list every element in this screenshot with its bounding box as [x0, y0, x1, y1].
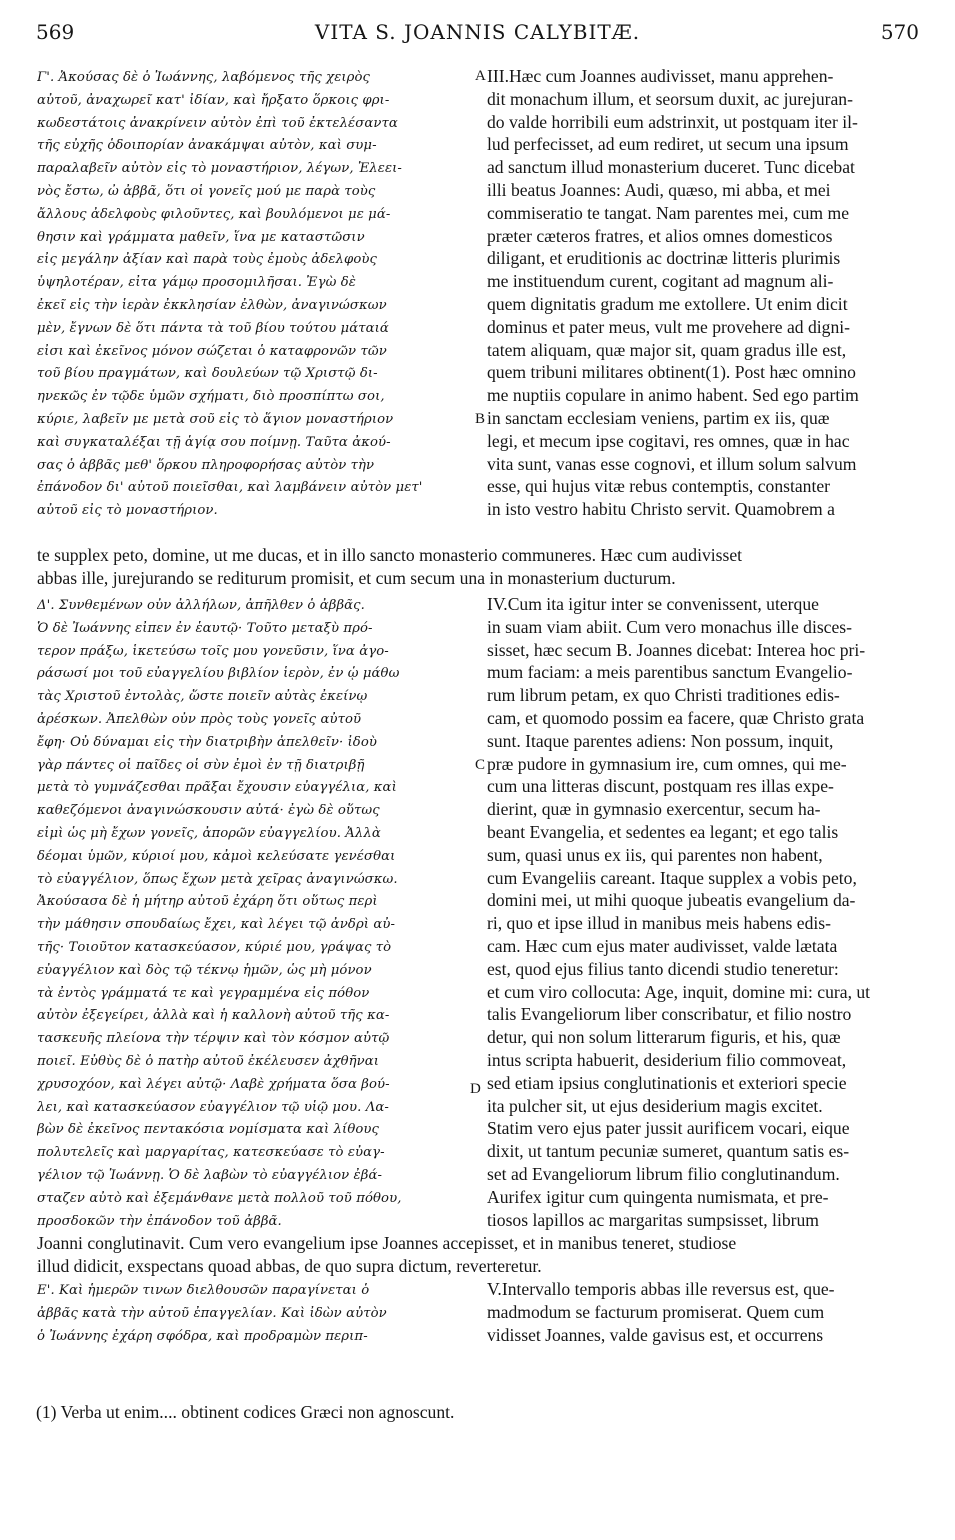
latin-line: lud perfecisset, ad eum rediret, ut secum una ipsum [487, 134, 849, 155]
latin-line: ri, quo et ipse illud in manibus meis habens edis- [487, 913, 832, 934]
greek-line: χρυσοχόον, καὶ λέγει αὐτῷ· Λαβὲ χρήματα ὅσα βού- [37, 1076, 390, 1092]
greek-line: νὸς ἔστω, ὦ ἀββᾶ, ὅτι οἱ γονεῖς μού με παρὰ τοὺς [37, 184, 376, 199]
margin-letter-b: B [475, 411, 486, 427]
greek-line: τῆς· Τοιοῦτον κατασκεύασον, κύριέ μου, γράψας τὸ [37, 940, 392, 955]
greek-line: εὐαγγέλιον καὶ δὸς τῷ τέκνῳ ἡμῶν, ὡς μὴ μόνον [37, 962, 372, 978]
page-number-left: 569 [36, 20, 75, 44]
greek-line: εἰμὶ ὡς μὴ ἔχων γονεῖς, ἀπορῶν εὐαγγελίου. Ἀλλὰ [37, 826, 381, 841]
greek-line: καὶ συγκαταλέξαι τῇ ἁγίᾳ σου ποίμνῃ. Ταῦτα ἀκού- [37, 434, 391, 450]
latin-line: sed etiam ipsius conglutinationis et exteriori specie [487, 1072, 847, 1093]
latin-line: dixit, ut tantum pecuniæ sumeret, quantum satis es- [487, 1141, 850, 1162]
greek-line: σας ὁ ἀββᾶς μεθ' ὅρκου πληροφορήσας αὐτὸν τὴν [37, 457, 375, 473]
greek-line: ὑψηλοτέραν, εἶτα γάμῳ προσομιλῆσαι. Ἐγὼ δὲ [37, 275, 356, 291]
latin-line: madmodum se facturum promiserat. Quem cum [487, 1301, 825, 1322]
greek-line: αὐτὸν ἐξεγείρει, ἀλλὰ καὶ ἡ καλλονὴ αὐτοῦ τῆς κα- [37, 1008, 390, 1024]
latin-line: cam. Hæc cum ejus mater audivisset, valde lætata [487, 936, 838, 956]
latin-line: talis Evangeliorum liber conscribatur, et filio nostro [487, 1004, 852, 1025]
greek-line: πολυτελεῖς καὶ μαργαρίτας, κατεσκεύασε τὸ εὐαγ- [37, 1145, 385, 1161]
latin-line: est, quod ejus filius tanto dicendi studio teneretur: [487, 958, 839, 979]
greek-line: δέομαι ὑμῶν, κύριοί μου, κἀμοὶ κελεύσατε γενέσθαι [37, 848, 396, 864]
latin-line: cam, et quomodo possim ea facere, quæ Christo grata [487, 708, 865, 728]
latin-line: vidisset Joannes, valde gavisus est, et occurrens [487, 1324, 824, 1345]
latin-line: ita pulcher sit, ut ejus desiderium magis excitet. [487, 1095, 823, 1116]
latin-line: et cum viro collocuta: Age, inquit, domine mi: cura, ut [487, 981, 871, 1002]
margin-letter-a: A [475, 68, 486, 84]
greek-line: αὐτοῦ, ἀναχωρεῖ κατ' ἰδίαν, καὶ ἤρξατο ὅρκοις φρι- [37, 92, 390, 108]
latin-line: Aurifex igitur cum quingenta numismata, et pre- [487, 1186, 829, 1207]
latin-line: legi, et mecum ipse cogitavi, res omnes, quæ in hac [487, 430, 850, 451]
greek-line: τασκευῆς πλείονα τὴν τέρψιν καὶ τὸν κόσμον αὐτῷ [37, 1031, 390, 1047]
latin-line: tiosos lapillos ac margaritas sumpsisset, librum [487, 1209, 819, 1230]
greek-line: Ὁ δὲ Ἰωάννης εἶπεν ἐν ἑαυτῷ· Τοῦτο μεταξὺ πρό- [37, 620, 373, 636]
latin-line: me instituendum curent, cogitant ad magnum ali- [487, 271, 834, 292]
greek-line: παραλαβεῖν αὐτὸν εἰς τὸ μοναστήριον, λέγων, Ἐλεει- [37, 161, 402, 177]
latin-line: ad sanctum illud monasterium duceret. Tunc dicebat [487, 157, 855, 178]
greek-line: τοῦ βίου πραγμάτων, καὶ δουλεύων τῷ Χριστῷ δι- [37, 366, 378, 382]
latin-line: rum librum petam, ex quo Christi traditiones edis- [487, 685, 840, 706]
latin-line: cum una litteras discunt, postquam res illas expe- [487, 776, 834, 797]
greek-line: μετὰ τὸ γυμνάζεσθαι πρᾶξαι ἔχουσιν εὐαγγέλια, καὶ [37, 780, 397, 796]
latin-line: III.Hæc cum Joannes audivisset, manu apprehen- [487, 66, 834, 86]
latin-line: IV.Cum ita igitur inter se convenissent, uterque [487, 594, 819, 614]
greek-line: γὰρ πάντες οἱ παῖδες οἱ σὺν ἐμοὶ ἐν τῇ διατριβῇ [37, 757, 365, 773]
latin-line: esse, qui hujus vitæ rebus contemptis, constanter [487, 476, 831, 497]
greek-line: ηνεκῶς ἐν τῷδε ὑμῶν σχήματι, διὸ προσπίπτω σοι, [37, 389, 385, 405]
latin-line: sum, quasi unus ex iis, qui parentes non habent, [487, 844, 823, 865]
latin-line: cum Evangeliis careant. Itaque supplex a vobis peto, [487, 867, 857, 888]
latin-line: me nuptiis copulare in animo habent. Sed ego partim [487, 385, 859, 406]
full-width-line: te supplex peto, domine, ut me ducas, et in illo sancto monasterio communeres. Hæc cum audivisset [37, 545, 743, 565]
greek-line: ἄλλους ἀδελφοὺς φιλοῦντες, καὶ βουλόμενοι με μά- [37, 206, 391, 222]
latin-line: detur, qui non solum litterarum figuris, et his, quæ [487, 1027, 841, 1048]
latin-line: sisset, hæc secum B. Joannes dicebat: Interea hoc pri- [487, 639, 866, 660]
running-header [36, 20, 919, 50]
greek-line: τὸ εὐαγγέλιον, ὅπως ἔχων μετὰ χεῖρας ἀναγινώσκω. [37, 871, 398, 887]
latin-line: quem dignitatis gradum me extollere. Ut enim dicit [487, 294, 848, 314]
latin-line: dierint, quæ in gymnasio exercentur, secum ha- [487, 799, 821, 820]
greek-line: τὰ ἐντὸς γράμματά τε καὶ γεγραμμένα εἰς πόθον [37, 985, 370, 1001]
greek-line: σταζεν αὐτὸ καὶ ἐξεμάνθανε μετὰ πολλοῦ τοῦ πόθου, [37, 1190, 402, 1206]
margin-letter-c: C [475, 757, 486, 773]
greek-line: καθεζόμενοι ἀναγινώσκουσιν αὐτά· ἐγὼ δὲ οὕτως [37, 803, 380, 819]
latin-line: V.Intervallo temporis abbas ille reversus est, que- [487, 1279, 835, 1299]
greek-line: ράσωσί μοι τοῦ εὐαγγελίου βιβλίον ἱερὸν, ἐν ᾧ μάθω [37, 666, 400, 682]
greek-line: ἀρέσκων. Ἀπελθὼν οὖν πρὸς τοὺς γονεῖς αὐτοῦ [37, 712, 362, 727]
running-title: VITA S. JOANNIS CALYBITÆ. [314, 20, 641, 44]
full-width-line: illud didicit, exspectans quoad abbas, de quo supra dictum, reverteretur. [37, 1255, 542, 1276]
greek-line: τερον πράξω, ἱκετεύσω τοῖς μου γονεῦσιν, ἵνα ἀγο- [37, 643, 389, 659]
latin-line: vita sunt, vanas esse cognovi, et illum solum salvum [487, 453, 857, 474]
greek-line: ἐκεῖ εἰς τὴν ἱερὰν ἐκκλησίαν ἐλθὼν, ἀναγινώσκων [37, 298, 387, 313]
latin-line: illi beatus Joannes: Audi, quæso, mi abba, et mei [487, 180, 831, 200]
greek-line: ἔφη· Οὐ δύναμαι εἰς τὴν διατριβὴν ἀπελθεῖν· ἰδοὺ [37, 734, 377, 750]
latin-line: dominus et pater meus, vult me provehere ad digni- [487, 316, 851, 337]
latin-line: in suam viam abiit. Cum vero monachus ille disces- [487, 616, 853, 637]
full-width-line: abbas ille, jurejurando se rediturum promisit, et cum secum una in monasterium ducturum. [37, 567, 676, 588]
latin-line: intus scripta habuerit, desiderium filio commoveat, [487, 1050, 847, 1070]
latin-line: domini mei, ut mihi quoque jubeatis evangelium da- [487, 890, 856, 911]
latin-line: mum faciam: a meis parentibus sanctum Evangelio- [487, 662, 853, 683]
latin-line: beant Evangelia, et sedentes ea legant; et ego talis [487, 822, 839, 842]
greek-line: ἐπάνοδον δι' αὐτοῦ ποιεῖσθαι, καὶ λαμβάνειν αὐτὸν μετ' [37, 480, 423, 496]
greek-line: θησιν καὶ γράμματα μαθεῖν, ἵνα με καταστῶσιν [37, 229, 365, 245]
full-width-line: Joanni conglutinavit. Cum vero evangelium ipse Joannes accepisset, et in manibus teneret, studiose [37, 1233, 737, 1253]
latin-line: tatem aliquam, quæ major sit, quam gradus ille est, [487, 339, 847, 360]
greek-line: τῆς εὐχῆς ὁδοιπορίαν ἀνακάμψαι αὐτὸν, καὶ συμ- [37, 138, 377, 154]
greek-line: Ε'. Καὶ ἡμερῶν τινων διελθουσῶν παραγίνεται ὁ [37, 1283, 370, 1298]
greek-line: Ἀκούσασα δὲ ἡ μήτηρ αὐτοῦ ἐχάρη ὅτι οὕτως περὶ [37, 894, 378, 910]
margin-letter-d: D [470, 1081, 481, 1097]
greek-line: βὼν δὲ ἐκεῖνος πεντακόσια νομίσματα καὶ λίθους [37, 1122, 380, 1138]
latin-line: do valde horribili eum adstrinxit, ut postquam iter il- [487, 111, 858, 132]
latin-line: Statim vero ejus pater jussit aurificem vocari, eique [487, 1118, 850, 1139]
greek-line: τὴν μάθησιν σπουδαίως ἔχει, καὶ λέγει τῷ ἀνδρὶ αὐ- [37, 917, 396, 933]
latin-line: sunt. Itaque parentes adiens: Non possum, inquit, [487, 730, 834, 751]
latin-line: in isto vestro habitu Christo servit. Quamobrem a [487, 499, 835, 520]
latin-line: commiseratio te tangat. Nam parentes mei, cum me [487, 202, 850, 223]
greek-line: ὁ Ἰωάννης ἐχάρη σφόδρα, καὶ προδραμὼν περιπ- [37, 1328, 368, 1344]
greek-line: αὐτοῦ εἰς τὸ μοναστήριον. [37, 503, 218, 519]
greek-line: Γ'. Ἀκούσας δὲ ὁ Ἰωάννης, λαβόμενος τῆς χειρὸς [37, 70, 371, 85]
greek-line: Δ'. Συνθεμένων οὖν ἀλλήλων, ἀπῆλθεν ὁ ἀββᾶς. [37, 598, 365, 613]
greek-line: γέλιον τῷ Ἰωάννῃ. Ὁ δὲ λαβὼν τὸ εὐαγγέλιον ἐβά- [37, 1168, 383, 1183]
greek-line: λει, καὶ κατασκεύασον εὐαγγέλιον τῷ υἱῷ μου. Λα- [37, 1099, 389, 1115]
greek-line: εἰσι καὶ ἐκεῖνος μόνον σώζεται ὁ καταφρονῶν τῶν [37, 343, 387, 359]
latin-line: diligant, et eruditionis ac doctrinæ litteris plurimis [487, 248, 841, 269]
greek-line: κωδεστάτοις ἀνακρίνειν αὐτὸν ἐπὶ τοῦ ἐκτελέσαντα [37, 115, 398, 131]
footnote: (1) Verba ut enim.... obtinent codices Græci non agnoscunt. [36, 1402, 455, 1422]
greek-line: ποιεῖ. Εὐθὺς δὲ ὁ πατὴρ αὐτοῦ ἐκέλευσεν ἀχθῆναι [37, 1054, 380, 1069]
greek-line: ἀββᾶς κατὰ τὴν αὐτοῦ ἐπαγγελίαν. Καὶ ἰδὼν αὐτὸν [37, 1305, 387, 1321]
latin-line: in sanctam ecclesiam veniens, partim ex iis, quæ [487, 408, 830, 428]
greek-line: προσδοκῶν τὴν ἐπάνοδον τοῦ ἀββᾶ. [37, 1213, 282, 1229]
latin-line: quem tribuni militares obtinent(1). Post hæc omnino [487, 362, 856, 383]
greek-line: μὲν, ἔγνων δὲ ὅτι πάντα τὰ τοῦ βίου τούτου μάταιά [37, 320, 389, 336]
latin-line: præter cæteros fratres, et alios omnes domesticos [487, 225, 833, 246]
latin-line: dit monachum illum, et seorsum duxit, ac jurejuran- [487, 88, 853, 109]
greek-line: εἰς μεγάλην ἀξίαν καὶ παρὰ τοὺς ἐμοὺς ἀδελφοὺς [37, 252, 377, 268]
latin-line: set ad Evangeliorum librum filio conglutinandum. [487, 1164, 840, 1184]
page-number-right: 570 [880, 20, 919, 44]
greek-line: τὰς Χριστοῦ ἐντολὰς, ὥστε ποιεῖν αὐτὰς ἐκείνῳ [37, 689, 368, 705]
latin-line: præ pudore in gymnasium ire, cum omnes, qui me- [487, 753, 847, 774]
greek-line: κύριε, λαβεῖν με μετὰ σοῦ εἰς τὸ ἅγιον μοναστήριον [37, 412, 394, 427]
